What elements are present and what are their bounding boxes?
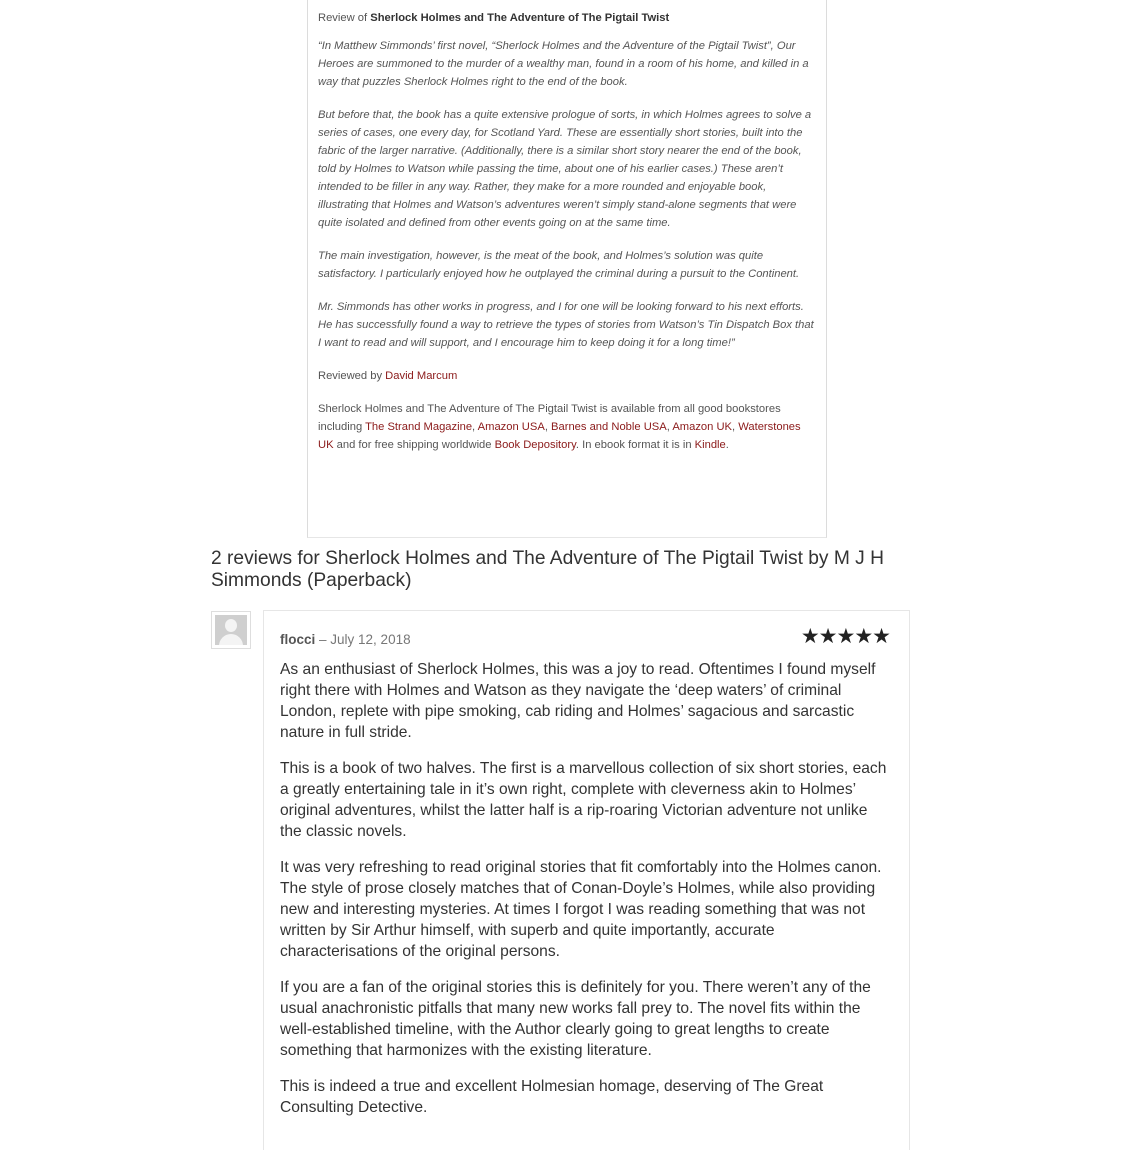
book-review-card xyxy=(307,0,827,538)
availability-ebook: . In ebook format it is in xyxy=(575,439,695,451)
review-title-book: Sherlock Holmes and The Adventure of The Pigtail Twist xyxy=(370,12,670,24)
reviewed-by-prefix: Reviewed by xyxy=(318,370,386,382)
review-quote-paragraph: The main investigation, however, is the meat of the book, and Holmes’s solution was quite satisfactory. I particularly enjoyed how he outplayed the criminal during a pursuit to the Continent. xyxy=(318,250,800,280)
review-date: July 12, 2018 xyxy=(330,632,411,647)
default-user-icon xyxy=(215,615,247,645)
reviewer-link[interactable]: David Marcum xyxy=(385,370,458,382)
amazon-uk-link[interactable]: Amazon UK xyxy=(672,421,733,433)
separator: , xyxy=(544,421,552,433)
kindle-link[interactable]: Kindle xyxy=(694,439,726,451)
review-title xyxy=(318,9,816,27)
separator: , xyxy=(732,421,739,433)
meta-separator: – xyxy=(315,632,331,647)
barnes-noble-link[interactable]: Barnes and Noble USA xyxy=(551,421,667,433)
review-author: flocci xyxy=(280,632,316,647)
review-title-prefix: Review of xyxy=(318,12,371,24)
review-meta xyxy=(280,625,892,649)
review-paragraph: As an enthusiast of Sherlock Holmes, this was a joy to read. Oftentimes I found myself right there with Holmes and Watson as they navigate the ‘deep waters’ of criminal London, replete with pipe smoking, cab riding and Holmes’ sagacious and sarcastic nature in full stride. xyxy=(280,661,876,741)
review-paragraph: This is indeed a true and excellent Holmesian homage, deserving of The Great Consulting Detective. xyxy=(280,1078,824,1116)
separator: , xyxy=(666,421,673,433)
waterstones-uk-link[interactable]: Waterstones UK xyxy=(318,421,801,451)
avatar xyxy=(211,611,251,649)
customer-review xyxy=(263,610,910,1150)
star-rating-icon: ★★★★★ xyxy=(800,625,890,648)
book-depository-link[interactable]: Book Depository xyxy=(494,439,576,451)
availability-lead: Sherlock Holmes and The Adventure of The Pigtail Twist is available from all good bookstores including xyxy=(318,403,781,433)
availability-text xyxy=(318,400,816,454)
amazon-usa-link[interactable]: Amazon USA xyxy=(477,421,545,433)
separator: , xyxy=(472,421,478,433)
review-paragraph: It was very refreshing to read original stories that fit comfortably into the Holmes canon. The style of prose closely matches that of Conan-Doyle’s Holmes, while also providing new and interesting mysteries. At times I forgot I was reading something that was not written by Sir Arthur himself, with superb and quite importantly, accurate characterisations of the original persons. xyxy=(280,859,882,960)
review-paragraph: This is a book of two halves. The first is a marvellous collection of six short stories, each a greatly entertaining tale in it’s own right, complete with cleverness akin to Holmes’ original adventures, whilst the latter half is a rip-roaring Victorian adventure not unlike the classic novels. xyxy=(280,760,887,840)
availability-mid: and for free shipping worldwide xyxy=(333,439,495,451)
strand-magazine-link[interactable]: The Strand Magazine xyxy=(365,421,473,433)
availability-end: . xyxy=(725,439,729,451)
reviews-heading: 2 reviews for Sherlock Holmes and The Adventure of The Pigtail Twist by M J H Simmonds (Paperback) xyxy=(211,548,884,591)
review-quote-paragraph: “In Matthew Simmonds’ first novel, “Sherlock Holmes and the Adventure of the Pigtail Twist”, Our Heroes are summoned to the murder of a wealthy man, found in a room of his home, and killed in a way that puzzles Sherlock Holmes right to the end of the book. xyxy=(318,40,809,88)
review-paragraph: If you are a fan of the original stories this is definitely for you. There weren’t any of the usual anachronistic pitfalls that many new works fall prey to. The novel fits within the well-established timeline, with the Author clearly going to great lengths to create something that harmonizes with the existing literature. xyxy=(280,979,871,1059)
reviewed-by xyxy=(318,367,816,385)
review-body xyxy=(280,659,892,1118)
review-quote-paragraph: Mr. Simmonds has other works in progress, and I for one will be looking forward to his next efforts. He has successfully found a way to retrieve the types of stories from Watson’s Tin Dispatch Box that I want to read and will support, and I encourage him to keep doing it for a long time!” xyxy=(318,301,814,349)
review-quote-paragraph: But before that, the book has a quite extensive prologue of sorts, in which Holmes agrees to solve a series of cases, one every day, for Scotland Yard. These are essentially short stories, built into the fabric of the larger narrative. (Additionally, there is a similar short story nearer the end of the book, told by Holmes to Watson while passing the time, about one of his earlier cases.) These aren’t intended to be filler in any way. Rather, they make for a more rounded and enjoyable book, illustrating that Holmes and Watson’s adventures weren’t simply stand-alone segments that were quite isolated and defined from other events going on at the same time. xyxy=(318,109,812,229)
